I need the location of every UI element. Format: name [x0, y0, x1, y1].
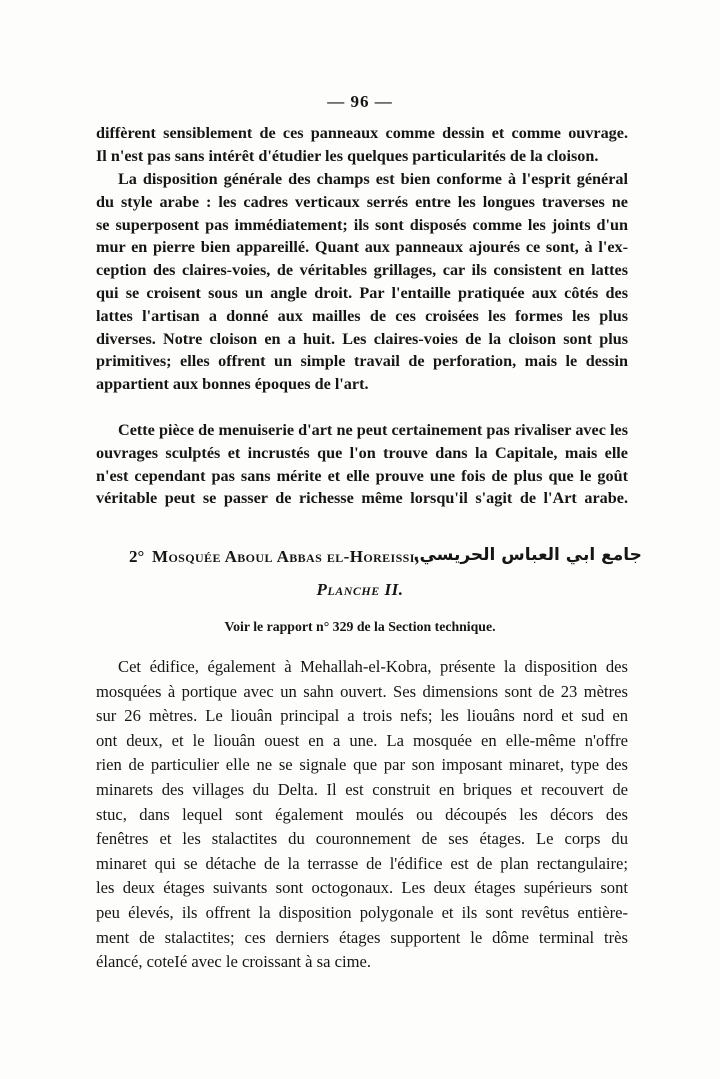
text-line: stuc, dans lequel sont également moulés ou découpés les décors des — [96, 804, 628, 824]
paragraph-menuiserie — [96, 419, 628, 510]
page-number: — 96 — — [327, 92, 393, 111]
text-line: mosquées à portique avec un sahn ouvert. Ses dimensions sont de 23 mètres — [96, 681, 628, 701]
text-line: fenêtres et les stalactites du couronnement de ses étages. Le corps du — [96, 829, 628, 849]
text-line: appartient aux bonnes époques de l'art. — [96, 375, 369, 394]
text-line: diverses. Notre cloison en a huit. Les claires-voies de la cloison sont plus — [96, 329, 628, 348]
text-line: Cet édifice, également à Mehallah-el-Kobra, présente la disposition des — [118, 657, 628, 676]
text-line: se superposent pas immédiatement; ils sont disposés comme les joints d'un — [96, 215, 628, 234]
text-line: n'est cependant pas sans mérite et elle prouve une fois de plus que le goût — [96, 466, 628, 485]
text-line: Il n'est pas sans intérêt d'étudier les quelques particularités de la cloison. — [96, 146, 599, 165]
report-note: Voir le rapport n° 329 de la Section technique. — [224, 619, 496, 634]
text-line: ment de stalactites; ces derniers étages supportent le dôme terminal très — [96, 927, 628, 947]
paragraph-edifice — [96, 655, 628, 975]
section-heading — [96, 545, 642, 575]
text-line: rien de particulier elle ne se signale que par son imposant minaret, type des — [96, 755, 628, 775]
plate-label: Planche — [316, 580, 380, 599]
text-line: qui se croisent sous un angle droit. Par l'entaille pratiquée aux côtés des — [96, 283, 628, 302]
text-line: primitives; elles offrent un simple travail de perforation, mais le dessin — [96, 352, 628, 371]
text-line: véritable peut se passer de richesse même lorsqu'il s'agit de l'Art arabe. — [96, 489, 628, 508]
text-line: peu élevés, ils offrent la disposition polygonale et ils sont revêtus entière- — [96, 902, 628, 922]
text-line: Cette pièce de menuiserie d'art ne peut certainement pas rivaliser avec les — [118, 421, 628, 439]
text-line: La disposition générale des champs est bien conforme à l'esprit général — [118, 170, 628, 188]
text-line: minaret qui se détache de la terrasse de l'édifice est de plan rectangulaire; — [96, 853, 628, 873]
text-line: lattes l'artisan a donné aux mailles de ces croisées les formes les plus — [96, 306, 628, 325]
text-line: sur 26 mètres. Le liouân principal a trois nefs; les liouâns nord et sud en — [96, 706, 628, 726]
plate-reference — [0, 580, 720, 600]
text-line: diffèrent sensiblement de ces panneaux comme dessin et comme ouvrage. — [96, 124, 628, 142]
text-line: mur en pierre bien appareillé. Quant aux panneaux ajourés ce sont, à l'ex- — [96, 238, 628, 257]
paragraph-intro — [96, 122, 628, 168]
paragraph-disposition — [96, 168, 628, 396]
text-line: ouvrages sculptés et incrustés que l'on trouve dans la Capitale, mais elle — [96, 443, 628, 462]
text-line: ception des claires-voies, de véritables grillages, car ils consistent en lattes — [96, 261, 628, 280]
plate-number: II. — [384, 580, 404, 599]
text-line: minarets des villages du Delta. Il est construit en briques et recouvert de — [96, 779, 628, 799]
text-line: ont deux, et le liouân ouest en a une. La mosquée en elle-même n'offre — [96, 730, 628, 750]
section-title-arabic: جامع ابي العباس الحريسي. — [413, 545, 642, 565]
text-line: les deux étages suivants sont octogonaux. Les deux étages supérieurs sont — [96, 878, 628, 898]
section-number: 2° — [129, 547, 145, 566]
section-title: Mosquée Aboul Abbas el-Horeissi, — [152, 547, 420, 566]
text-line: du style arabe : les cadres verticaux serrés entre les longues traverses ne — [96, 192, 628, 211]
text-line: élancé, coteIé avec le croissant à sa cime. — [96, 952, 372, 972]
